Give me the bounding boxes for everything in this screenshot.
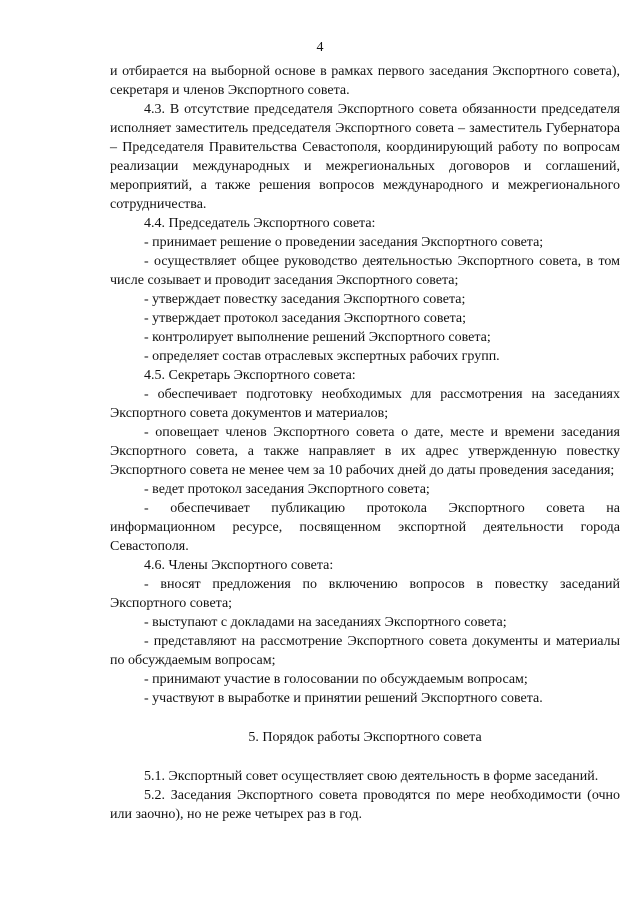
paragraph: - утверждает протокол заседания Экспортного совета; xyxy=(144,311,466,326)
paragraph: 4.6. Члены Экспортного совета: xyxy=(144,558,334,573)
paragraph: - принимает решение о проведении заседания Экспортного совета; xyxy=(144,235,544,250)
paragraph: 5.1. Экспортный совет осуществляет свою деятельность в форме заседаний. xyxy=(144,769,599,784)
paragraph: 4.4. Председатель Экспортного совета: xyxy=(144,216,376,231)
paragraph: - определяет состав отраслевых экспертных рабочих групп. xyxy=(144,349,500,364)
paragraph: - ведет протокол заседания Экспортного совета; xyxy=(144,482,430,497)
paragraph: и отбирается на выборной основе в рамках первого заседания Экспортного совета), секретаря и членов Экспортного совета. xyxy=(110,64,620,98)
paragraph: - участвуют в выработке и принятии решений Экспортного совета. xyxy=(144,691,543,706)
page-number: 4 xyxy=(316,40,324,55)
paragraph: - принимают участие в голосовании по обсуждаемым вопросам; xyxy=(144,672,528,687)
paragraph: - вносят предложения по включению вопросов в повестку заседаний Экспортного совета; xyxy=(110,577,620,611)
paragraph: 4.5. Секретарь Экспортного совета: xyxy=(144,368,356,383)
paragraph: - представляют на рассмотрение Экспортного совета документы и материалы по обсуждаемым вопросам; xyxy=(110,634,620,668)
paragraph: - осуществляет общее руководство деятельностью Экспортного совета, в том числе созывает и проводит заседания Экспортного совета; xyxy=(110,254,620,288)
paragraph: 5.2. Заседания Экспортного совета проводятся по мере необходимости (очно или заочно), но не реже четырех раз в год. xyxy=(110,788,620,822)
section-title: 5. Порядок работы Экспортного совета xyxy=(248,730,482,745)
paragraph: - оповещает членов Экспортного совета о дате, месте и времени заседания Экспортного совета, а также направляет в их адрес утвержденную повестку Экспортного совета не менее чем за 10 рабочих дней до даты проведения заседания; xyxy=(110,425,620,478)
paragraph: - выступают с докладами на заседаниях Экспортного совета; xyxy=(144,615,507,630)
paragraphs-bottom xyxy=(110,767,620,824)
paragraphs-top xyxy=(110,62,620,708)
paragraph: - обеспечивает публикацию протокола Экспортного совета на информационном ресурсе, посвященном экспортной деятельности города Севастополя. xyxy=(110,501,620,554)
paragraph: 4.3. В отсутствие председателя Экспортного совета обязанности председателя исполняет заместитель председателя Экспортного совета – заместитель Губернатора – Председателя Правительства Севастополя, координирующий работу по вопросам реализации международных и межрегиональных договоров и соглашений, мероприятий, а также решения вопросов международного и межрегионального сотрудничества. xyxy=(110,102,620,212)
paragraph: - обеспечивает подготовку необходимых для рассмотрения на заседаниях Экспортного совета документов и материалов; xyxy=(110,387,620,421)
paragraph: - утверждает повестку заседания Экспортного совета; xyxy=(144,292,466,307)
paragraph: - контролирует выполнение решений Экспортного совета; xyxy=(144,330,491,345)
document-body xyxy=(110,62,620,824)
